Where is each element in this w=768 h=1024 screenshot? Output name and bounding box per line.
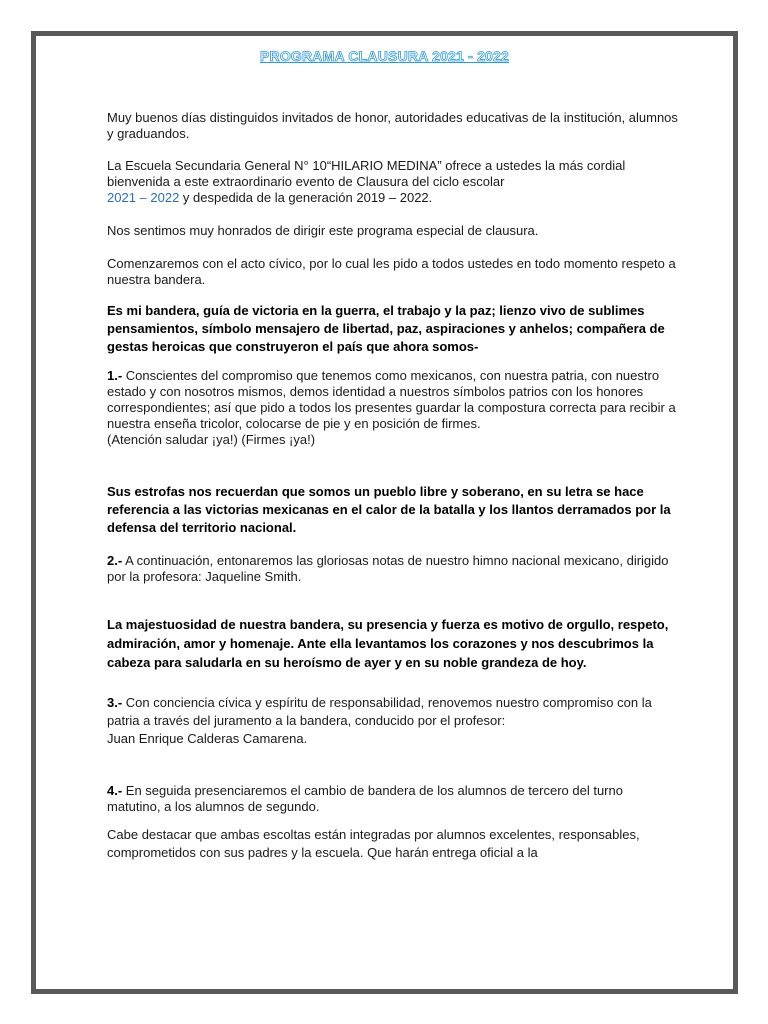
honored-paragraph: Nos sentimos muy honrados de dirigir este programa especial de clausura. [107, 223, 539, 238]
escorts-paragraph: Cabe destacar que ambas escoltas están integradas por alumnos excelentes, responsables, comprometidos con sus padres y la escuela. Que harán entrega oficial a la [107, 827, 640, 860]
page-title: PROGRAMA CLAUSURA 2021 - 2022 [259, 48, 510, 64]
step-2-number: 2.- [107, 553, 123, 568]
step-4-paragraph [107, 783, 679, 815]
document-page [31, 31, 738, 994]
step-4-text: En seguida presenciaremos el cambio de bandera de los alumnos de tercero del turno matutino, a los alumnos de segundo. [107, 783, 623, 814]
step-3-text: Con conciencia cívica y espíritu de responsabilidad, renovemos nuestro compromiso con la patria a través del juramento a la bandera, conducido por el profesor: [107, 695, 652, 728]
step-3-teacher-name: Juan Enrique Calderas Camarena. [107, 731, 308, 746]
civic-act-paragraph: Comenzaremos con el acto cívico, por lo cual les pido a todos ustedes en todo momento respeto a nuestra bandera. [107, 256, 676, 287]
step-3-paragraph [107, 694, 679, 730]
step-3-number: 3.- [107, 695, 123, 710]
school-year-text: 2021 – 2022 [107, 190, 180, 205]
welcome-paragraph [107, 158, 679, 206]
majesty-tribute-paragraph: La majestuosidad de nuestra bandera, su presencia y fuerza es motivo de orgullo, respeto, admiración, amor y homenaje. Ante ella levantamos los corazones y nos descubrimos la cabeza para saludarla en su heroísmo de ayer y en su noble grandeza de hoy. [107, 617, 669, 670]
step-1-paragraph [107, 368, 679, 432]
document-body [107, 110, 679, 862]
welcome-text: La Escuela Secundaria General N° 10“HILARIO MEDINA” ofrece a ustedes la más cordial bienvenida a este extraordinario evento de Clausura del ciclo escolar [107, 158, 626, 189]
flag-tribute-paragraph: Es mi bandera, guía de victoria en la guerra, el trabajo y la paz; lienzo vivo de sublimes pensamientos, símbolo mensajero de libertad, paz, aspiraciones y anhelos; compañera de gestas heroicas que construyeron el país que ahora somos- [107, 303, 665, 354]
anthem-tribute-paragraph: Sus estrofas nos recuerdan que somos un pueblo libre y soberano, en su letra se hace referencia a las victorias mexicanas en el calor de la batalla y los llantos derramados por la defensa del territorio nacional. [107, 484, 671, 535]
step-2-paragraph [107, 553, 679, 585]
step-2-text: A continuación, entonaremos las gloriosas notas de nuestro himno nacional mexicano, dirigido por la profesora: Jaqueline Smith. [107, 553, 669, 584]
step-1-commands: (Atención saludar ¡ya!) (Firmes ¡ya!) [107, 432, 316, 447]
step-4-number: 4.- [107, 783, 123, 798]
greeting-paragraph: Muy buenos días distinguidos invitados de honor, autoridades educativas de la institución, alumnos y graduandos. [107, 110, 678, 141]
generation-text: y despedida de la generación 2019 – 2022. [179, 190, 433, 205]
step-1-text: Conscientes del compromiso que tenemos como mexicanos, con nuestra patria, con nuestro estado y con nosotros mismos, demos identidad a nuestros símbolos patrios con los honores correspondientes; así que pido a todos los presentes guardar la compostura correcta para recibir a nuestra enseña tricolor, colocarse de pie y en posición de firmes. [107, 368, 676, 431]
step-1-number: 1.- [107, 368, 123, 383]
